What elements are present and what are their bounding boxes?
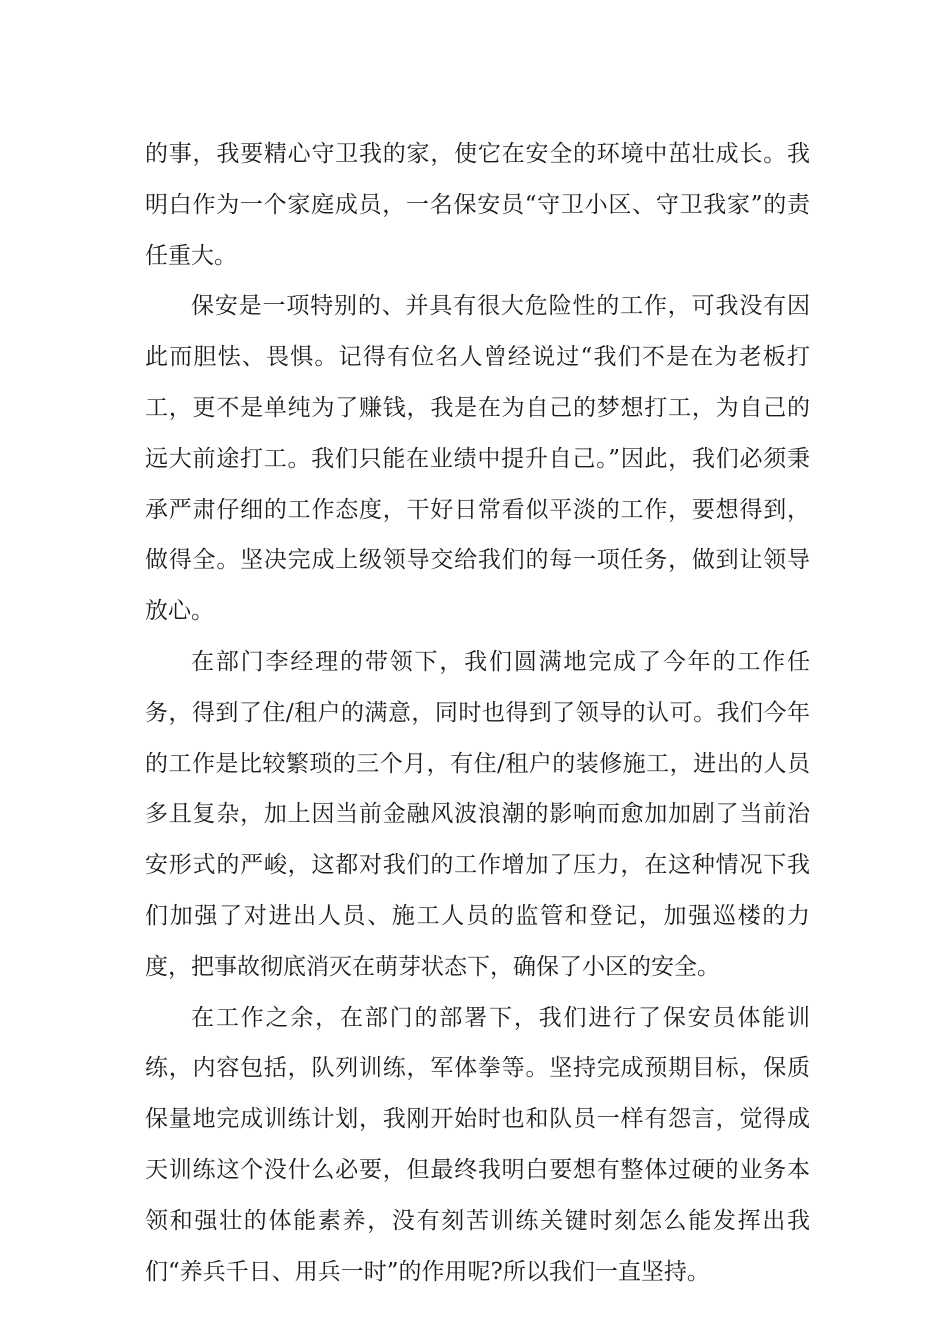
paragraph-2: 保安是一项特别的、并具有很大危险性的工作，可我没有因此而胆怯、畏惧。记得有位名人曾经说过“我们不是在为老板打工，更不是单纯为了赚钱，我是在为自己的梦想打工，为自己的远大前途打工。我们只能在业绩中提升自己。”因此，我们必须秉承严肃仔细的工作态度，干好日常看似平淡的工作，要想得到，做得全。坚决完成上级领导交给我们的每一项任务，做到让领导放心。: [145, 293, 810, 625]
paragraph-3: 在部门李经理的带领下，我们圆满地完成了今年的工作任务，得到了住/租户的满意，同时也得到了领导的认可。我们今年的工作是比较繁琐的三个月，有住/租户的装修施工，进出的人员多且复杂，加上因当前金融风波浪潮的影响而愈加加剧了当前治安形式的严峻，这都对我们的工作增加了压力，在这种情况下我们加强了对进出人员、施工人员的监管和登记，加强巡楼的力度，把事故彻底消灭在萌芽状态下，确保了小区的安全。: [145, 648, 810, 980]
paragraph-4: 在工作之余，在部门的部署下，我们进行了保安员体能训练，内容包括，队列训练，军体拳等。坚持完成预期目标，保质保量地完成训练计划，我刚开始时也和队员一样有怨言，觉得成天训练这个没什么必要，但最终我明白要想有整体过硬的业务本领和强壮的体能素养，没有刻苦训练关键时刻怎么能发挥出我们“养兵千日、用兵一时”的作用呢?所以我们一直坚持。: [145, 1004, 810, 1285]
document-body: [145, 129, 810, 1297]
paragraph-1: 的事，我要精心守卫我的家，使它在安全的环境中茁壮成长。我明白作为一个家庭成员，一名保安员“守卫小区、守卫我家”的责任重大。: [145, 141, 810, 269]
